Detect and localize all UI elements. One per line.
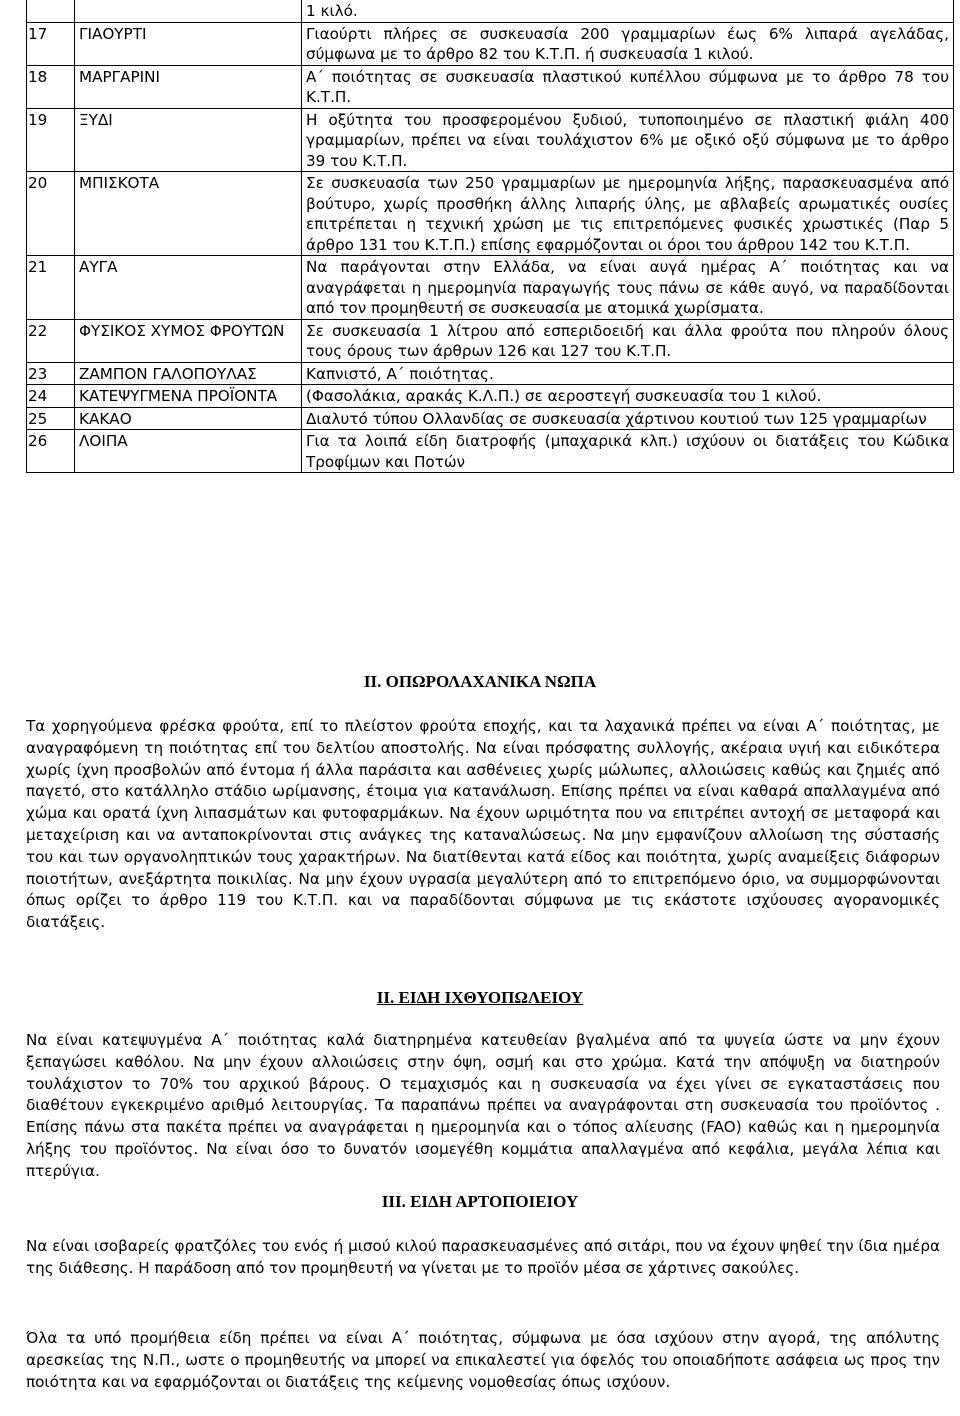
product-description: Να παράγονται στην Ελλάδα, να είναι αυγά ημέρας Α΄ ποιότητας και να αναγράφεται η ημερομηνία παραγωγής τους πάνω σε κάθε αυγό, να παραδίδονται από τον προμηθευτή σε συσκευασία με ατομικά χωρίσματα.: [302, 256, 954, 320]
table-row: [27, 108, 954, 172]
product-name: ΚΑΚΑΟ: [75, 407, 302, 430]
product-description: Γιαούρτι πλήρες σε συσκευασία 200 γραμμαρίων έως 6% λιπαρά αγελάδας, σύμφωνα με το άρθρο 82 του Κ.Τ.Π. ή συσκευασία 1 κιλού.: [302, 22, 954, 65]
row-number: 18: [27, 65, 75, 108]
product-name: [75, 0, 302, 22]
product-description: Καπνιστό, Α΄ ποιότητας.: [302, 362, 954, 385]
product-description: Διαλυτό τύπου Ολλανδίας σε συσκευασία χάρτινου κουτιού των 125 γραμμαρίων: [302, 407, 954, 430]
table-row: [27, 407, 954, 430]
product-name: ΦΥΣΙΚΟΣ ΧΥΜΟΣ ΦΡΟΥΤΩΝ: [75, 319, 302, 362]
row-number: 19: [27, 108, 75, 172]
table-row: [27, 172, 954, 256]
product-description: Για τα λοιπά είδη διατροφής (μπαχαρικά κλπ.) ισχύουν οι διατάξεις του Κώδικα Τροφίμων και Ποτών: [302, 430, 954, 473]
product-name: ΑΥΓΑ: [75, 256, 302, 320]
product-name: ΖΑΜΠΟΝ ΓΑΛΟΠΟΥΛΑΣ: [75, 362, 302, 385]
row-number: 21: [27, 256, 75, 320]
row-number: 24: [27, 385, 75, 408]
product-name: ΜΑΡΓΑΡΙΝΙ: [75, 65, 302, 108]
product-name: ΚΑΤΕΨΥΓΜΕΝΑ ΠΡΟΪΟΝΤΑ: [75, 385, 302, 408]
table-row: [27, 319, 954, 362]
table-row: [27, 65, 954, 108]
section-heading-fish: ΙΙ. ΕΙΔΗ ΙΧΘΥΟΠΩΛΕΙΟΥ: [376, 988, 584, 1007]
row-number: 22: [27, 319, 75, 362]
paragraph-vegetables: Τα χορηγούμενα φρέσκα φρούτα, επί το πλείστον φρούτα εποχής, και τα λαχανικά πρέπει να είναι Α΄ ποιότητας, με αναγραφόμενη τη ποιότητας επί του δελτίου αποστολής. Να είναι πρόσφατης συλλογής, ακέραια υγιή και ειδικότερα χωρίς ίχνη προσβολών από έντομα ή άλλα παράσιτα και ασθένειες χωρίς μώλωπες, αλλοιώσεις καθώς και ζημιές από παγετό, στο κατάλληλο στάδιο ωρίμανσης, έτοιμα για κατανάλωση. Επίσης πρέπει να είναι καθαρά απαλλαγμένα από χώμα και ορατά ίχνη λιπασμάτων και φυτοφαρμάκων. Να έχουν ωριμότητα που να επιτρέπει αντοχή σε μεταφορά και μεταχείριση και να ανταποκρίνονται στις ανάγκες της καταναλώσεως. Να μην εμφανίζουν αλλοίωση της σύστασής του και των οργανοληπτικών τους χαρακτήρων. Να διατίθενται κατά είδος και ποιότητα, χωρίς αναμείξεις διάφορων ποιοτήτων, ανεξάρτητα ποικιλίας. Να μην έχουν υγρασία μεγαλύτερη από το επιτρεπόμενο όριο, να συμμορφώνονται όπως ορίζει το άρθρο 119 του Κ.Τ.Π. και να παραδίδονται σύμφωνα με τις εκάστοτε ισχύουσες αγορανομικές διατάξεις.: [26, 717, 940, 932]
section-heading-bakery: ΙΙΙ. ΕΙΔΗ ΑΡΤΟΠΟΙΕΙΟΥ: [381, 1192, 579, 1211]
row-number: 23: [27, 362, 75, 385]
table-row: [27, 256, 954, 320]
product-description: Α΄ ποιότητας σε συσκευασία πλαστικού κυπέλλου σύμφωνα με το άρθρο 78 του Κ.Τ.Π.: [302, 65, 954, 108]
section-heading-vegetables: ΙΙ. ΟΠΩΡΟΛΑΧΑΝΙΚΑ ΝΩΠΑ: [363, 672, 597, 691]
product-description: Σε συσκευασία 1 λίτρου από εσπεριδοειδή και άλλα φρούτα που πληρούν όλους τους όρους των άρθρων 126 και 127 του Κ.Τ.Π.: [302, 319, 954, 362]
product-name: ΞΥΔΙ: [75, 108, 302, 172]
row-number: 17: [27, 22, 75, 65]
product-description: Σε συσκευασία των 250 γραμμαρίων με ημερομηνία λήξης, παρασκευασμένα από βούτυρο, χωρίς προσθήκη άλλης λιπαρής ύλης, με αβλαβείς αρωματικές ουσίες επιτρέπεται η τεχνική χρώση με τις επιτρεπόμενες φυσικές χρωστικές (Παρ 5 άρθρο 131 του Κ.Τ.Π.) επίσης εφαρμόζονται οι όροι του άρθρου 142 του Κ.Τ.Π.: [302, 172, 954, 256]
product-name: ΜΠΙΣΚΟΤΑ: [75, 172, 302, 256]
row-number: [27, 0, 75, 22]
product-description: (Φασολάκια, αρακάς Κ.Λ.Π.) σε αεροστεγή συσκευασία του 1 κιλού.: [302, 385, 954, 408]
row-number: 26: [27, 430, 75, 473]
paragraph-bakery: Να είναι ισοβαρείς φρατζόλες του ενός ή μισού κιλού παρασκευασμένες από σιτάρι, που να έχουν ψηθεί την ίδια ημέρα της διάθεσης. Η παράδοση από τον προμηθευτή να γίνεται με το προϊόν μέσα σε χάρτινες σακούλες.: [26, 1237, 940, 1277]
product-spec-table: [26, 0, 954, 473]
row-number: 25: [27, 407, 75, 430]
product-description: 1 κιλό.: [302, 0, 954, 22]
paragraph-fish: Να είναι κατεψυγμένα Α΄ ποιότητας καλά διατηρημένα κατευθείαν βγαλμένα από τα ψυγεία ώστε να μην έχουν ξεπαγώσει καθόλου. Να μην έχουν αλλοιώσεις στην όψη, οσμή και στο χρώμα. Κατά την απόψυξη να διατηρούν τουλάχιστον το 70% του αρχικού βάρους. Ο τεμαχισμός και η συσκευασία να έχει γίνει σε εγκαταστάσεις που διαθέτουν εγκεκριμένο αριθμό λειτουργίας. Τα παραπάνω πρέπει να αναγράφονται στη συσκευασία του προϊόντος . Επίσης πάνω στα πακέτα πρέπει να αναγράφεται η ημερομηνία και ο τόπος αλίευσης (FAO) καθώς και η ημερομηνία λήξης του προϊόντος. Να είναι όσο το δυνατόν ισομεγέθη κομμάτια απαλλαγμένα από κεφάλια, μεγάλα λέπια και πτερύγια.: [26, 1031, 940, 1180]
table-row: [27, 22, 954, 65]
table-row: [27, 385, 954, 408]
row-number: 20: [27, 172, 75, 256]
paragraph-closing: Όλα τα υπό προμήθεια είδη πρέπει να είναι Α΄ ποιότητας, σύμφωνα με όσα ισχύουν στην αγορά, της απόλυτης αρεσκείας της Ν.Π., ωστε ο προμηθευτής να μπορεί να επικαλεστεί για όφελός του οποιαδήποτε ασάφεια ως προς την ποιότητα και να εφαρμόζονται οι διατάξεις της κείμενης νομοθεσίας όπως ισχύουν.: [26, 1329, 940, 1391]
product-name: ΛΟΙΠΑ: [75, 430, 302, 473]
table-row: [27, 362, 954, 385]
table-row: [27, 0, 954, 22]
table-row: [27, 430, 954, 473]
product-description: Η οξύτητα του προσφερομένου ξυδιού, τυποποιημένο σε πλαστική φιάλη 400 γραμμαρίων, πρέπει να είναι τουλάχιστον 6% με οξικό οξύ σύμφωνα με το άρθρο 39 του Κ.Τ.Π.: [302, 108, 954, 172]
product-name: ΓΙΑΟΥΡΤΙ: [75, 22, 302, 65]
